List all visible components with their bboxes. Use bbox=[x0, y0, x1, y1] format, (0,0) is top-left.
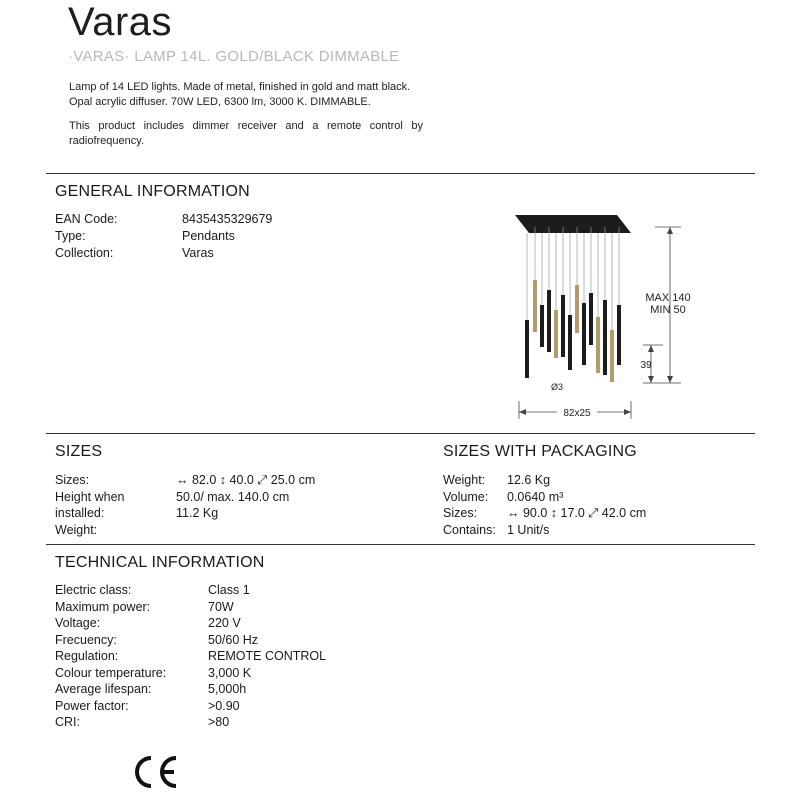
product-subtitle: ·VARAS· LAMP 14L. GOLD/BLACK DIMMABLE bbox=[68, 48, 400, 65]
general-key: Collection: bbox=[55, 246, 114, 260]
ceiling-plate bbox=[515, 215, 631, 233]
packaging-row-sizes bbox=[443, 505, 743, 522]
packaging-key: Sizes: bbox=[443, 506, 478, 520]
technical-key: Power factor: bbox=[55, 698, 129, 713]
technical-value: REMOTE CONTROL bbox=[208, 649, 327, 663]
technical-values bbox=[208, 582, 326, 731]
technical-key: Regulation: bbox=[55, 649, 119, 663]
packaging-key: Contains: bbox=[443, 522, 496, 537]
general-key: EAN Code: bbox=[55, 212, 118, 226]
packaging-heading: SIZES WITH PACKAGING bbox=[443, 443, 637, 460]
height-max-label: MAX 140 bbox=[645, 292, 691, 304]
sizes-value: ↔ 82.0 ↕ 40.0 ⤢ 25.0 cm bbox=[176, 473, 316, 487]
packaging-value: ↔ 90.0 ↕ 17.0 ⤢ 42.0 cm bbox=[507, 506, 647, 520]
technical-heading: TECHNICAL INFORMATION bbox=[55, 554, 265, 571]
technical-key: Electric class: bbox=[55, 583, 132, 597]
product-title: Varas bbox=[68, 0, 173, 44]
general-row-type bbox=[55, 228, 435, 245]
packaging-row-volume bbox=[443, 489, 743, 506]
packaging-row-weight bbox=[443, 472, 743, 489]
product-remote-note: This product includes dimmer receiver and a remote control by radiofrequency. bbox=[69, 120, 423, 147]
technical-value: >0.90 bbox=[208, 698, 240, 713]
divider-sizes bbox=[46, 433, 755, 434]
height-min-label: MIN 50 bbox=[650, 304, 686, 316]
technical-table bbox=[55, 582, 385, 734]
technical-key: Maximum power: bbox=[55, 599, 151, 614]
lamp-dimension-diagram bbox=[505, 205, 705, 425]
tube-length-label: 39 bbox=[640, 360, 652, 371]
general-value: Pendants bbox=[182, 229, 235, 243]
technical-key: Frecuency: bbox=[55, 632, 117, 647]
general-info-table bbox=[55, 211, 435, 271]
sizes-heading: SIZES bbox=[55, 443, 103, 460]
product-description: Lamp of 14 LED lights. Made of metal, finished in gold and matt black. Opal acrylic diffuser. 70W LED, 6300 lm, 3000 K. DIMMABLE. bbox=[69, 81, 411, 108]
packaging-row-contains bbox=[443, 522, 743, 539]
packaging-value: 1 Unit/s bbox=[507, 522, 550, 537]
divider-general bbox=[46, 173, 755, 174]
technical-keys bbox=[55, 582, 166, 731]
led-tubes bbox=[525, 280, 621, 382]
packaging-value: 0.0640 m³ bbox=[507, 489, 564, 504]
ce-mark-icon bbox=[130, 752, 182, 792]
packaging-key: Weight: bbox=[443, 473, 486, 487]
sizes-value: 50.0/ max. 140.0 cm bbox=[176, 489, 290, 504]
technical-key: CRI: bbox=[55, 715, 80, 729]
packaging-value: 12.6 Kg bbox=[507, 473, 551, 487]
general-row-collection bbox=[55, 245, 435, 262]
technical-value: >80 bbox=[208, 715, 230, 729]
diameter-label: Ø3 bbox=[550, 382, 564, 392]
sizes-label: Height when bbox=[55, 489, 125, 504]
technical-value: 5,000h bbox=[208, 682, 247, 696]
technical-value: 50/60 Hz bbox=[208, 632, 259, 647]
sizes-label: Sizes: bbox=[55, 473, 90, 487]
divider-technical bbox=[46, 544, 755, 545]
general-value: 8435435329679 bbox=[182, 212, 273, 226]
technical-value: 70W bbox=[208, 599, 234, 614]
technical-value: Class 1 bbox=[208, 583, 250, 597]
general-row-ean bbox=[55, 211, 435, 228]
general-value: Varas bbox=[182, 246, 214, 260]
technical-key: Colour temperature: bbox=[55, 665, 167, 680]
sizes-label: Weight: bbox=[55, 522, 98, 537]
sizes-values bbox=[176, 472, 315, 522]
technical-key: Voltage: bbox=[55, 616, 101, 630]
technical-key: Average lifespan: bbox=[55, 682, 152, 696]
general-key: Type: bbox=[55, 229, 86, 243]
general-heading: GENERAL INFORMATION bbox=[55, 183, 250, 200]
packaging-table bbox=[443, 472, 743, 542]
sizes-label: installed: bbox=[55, 506, 105, 520]
base-size-label: 82x25 bbox=[563, 408, 591, 419]
sizes-value: 11.2 Kg bbox=[176, 506, 219, 520]
packaging-key: Volume: bbox=[443, 489, 489, 504]
technical-value: 3,000 K bbox=[208, 665, 252, 680]
sizes-labels bbox=[55, 472, 125, 538]
technical-value: 220 V bbox=[208, 616, 241, 630]
sizes-table bbox=[55, 472, 385, 542]
